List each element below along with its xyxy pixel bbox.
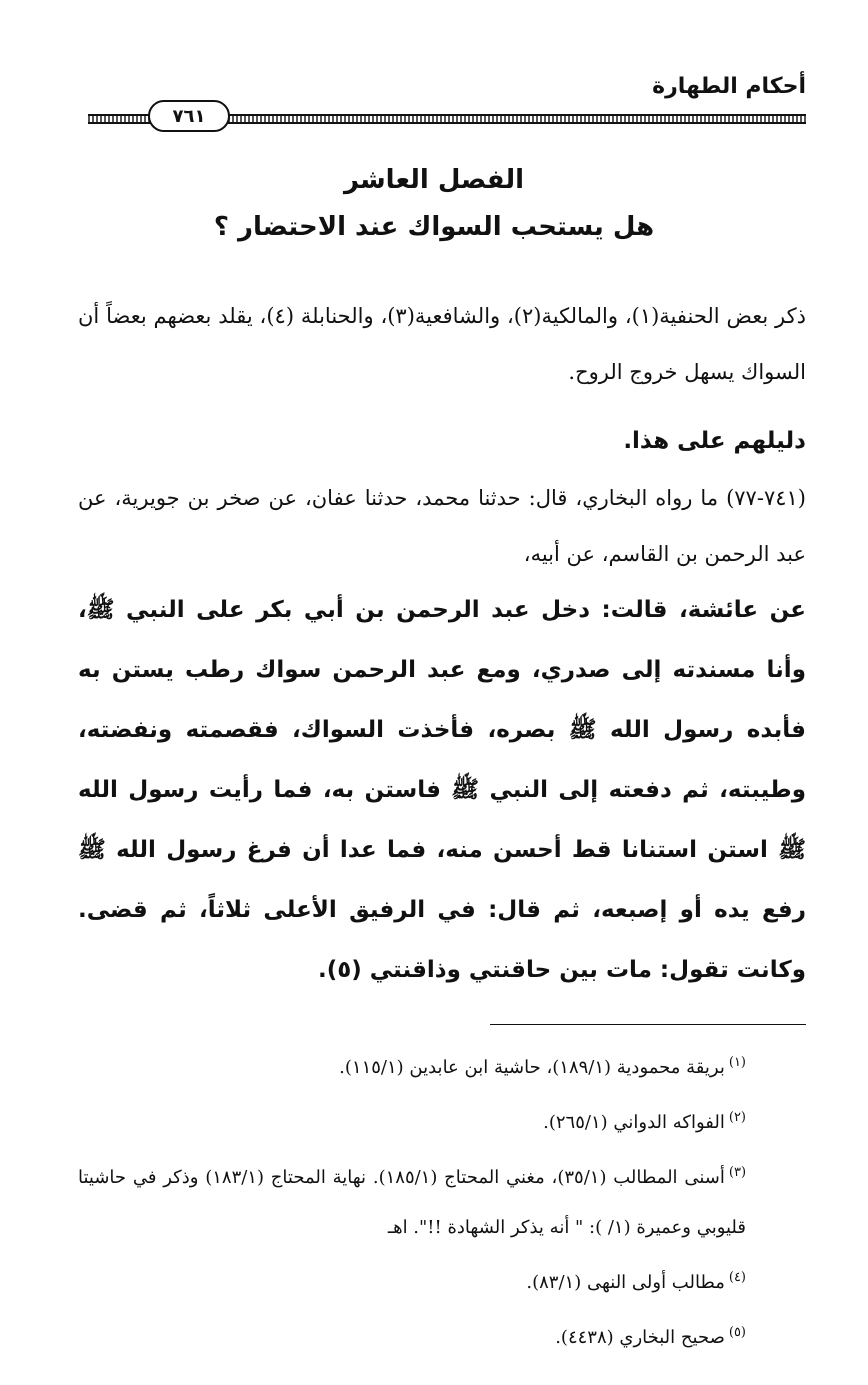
isnad-paragraph: (٧٤١-٧٧) ما رواه البخاري، قال: حدثنا محمد، حدثنا عفان، عن صخر بن جويرية، عن عبد الرحمن بن القاسم، عن أبيه، (78, 486, 806, 566)
footnote-2: $^{(٢)}$الفواكه الدواني (٢٦٥/١). (543, 1110, 746, 1133)
running-head: أحكام الطهارة (652, 74, 806, 99)
hadith-paragraph: عن عائشة، قالت: دخل عبد الرحمن بن أبي بكر على النبي ﷺ، وأنا مسندته إلى صدري، ومع عبد الرحمن سواك رطب يستن به فأبده رسول الله ﷺ بصره، فأخذت السواك، فقصمته ونفضته، وطيبته، ثم دفعته إلى النبي ﷺ فاستن به، فما رأيت رسول الله ﷺ استن استنانا قط أحسن منه، فما عدا أن فرغ رسول الله ﷺ رفع يده أو إصبعه، ثم قال: في الرفيق الأعلى ثلاثاً، ثم قضى. وكانت تقول: مات بين حاقنتي وذاقنتي (٥). (78, 597, 806, 983)
footnote-1: $^{(١)}$بريقة محمودية (١٨٩/١)، حاشية ابن عابدين (١١٥/١). (339, 1055, 746, 1078)
intro-paragraph: ذكر بعض الحنفية(١)، والمالكية(٢)، والشافعية(٣)، والحنابلة (٤)، يقلد بعضهم بعضاً أن السواك يسهل خروج الروح. (78, 304, 806, 384)
section-title: هل يستحب السواك عند الاحتضار ؟ (213, 212, 655, 242)
chapter-title: الفصل العاشر (343, 165, 525, 195)
evidence-heading: دليلهم على هذا. (623, 428, 806, 454)
footnote-separator (490, 1024, 806, 1025)
page-number: ٧٦١ (148, 100, 230, 132)
footnote-5: $^{(٥)}$صحيح البخاري (٤٤٣٨). (555, 1325, 746, 1348)
footnote-3: $^{(٣)}$أسنى المطالب (٣٥/١)، مغني المحتاج (١٨٥/١). نهاية المحتاج (١٨٣/١) وذكر في حاشيتا قليوبي وعميرة (١/ ): " أنه يذكر الشهادة !!". اهـ (78, 1165, 747, 1238)
footnote-4: $^{(٤)}$مطالب أولى النهى (٨٣/١). (526, 1270, 746, 1293)
footnotes (78, 1038, 806, 1363)
